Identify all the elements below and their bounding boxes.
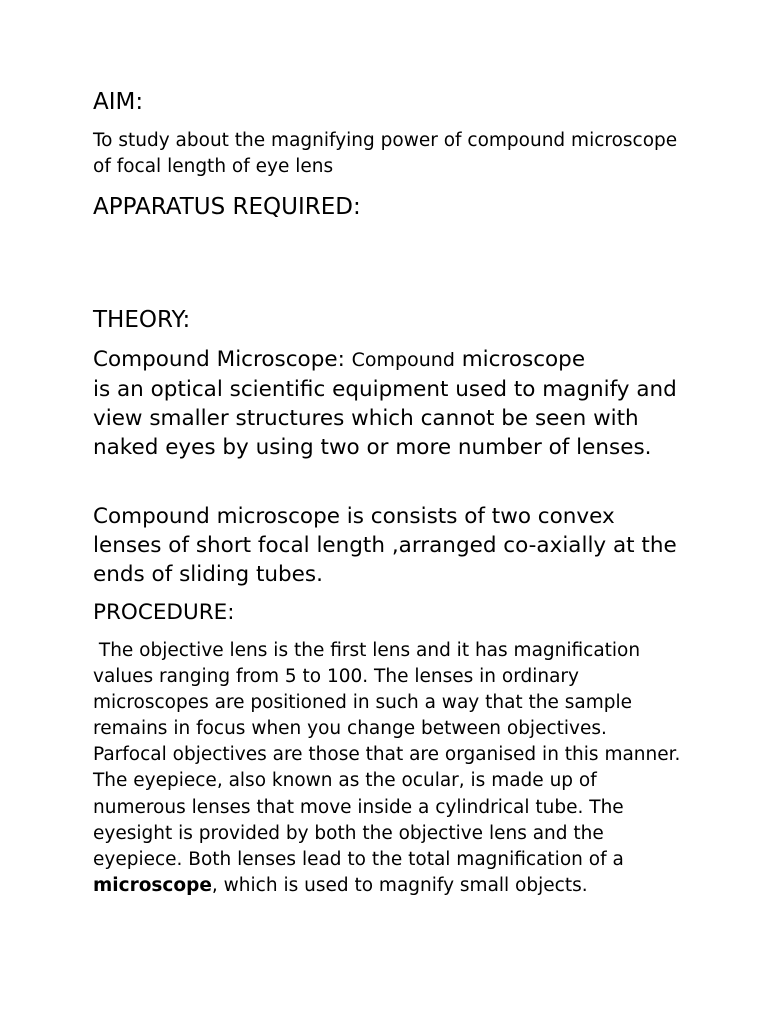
- procedure-paragraph: [93, 638, 687, 899]
- theory-paragraph-1-body: is an optical scientific equipment used to magnify and view smaller structures which cannot be seen with naked eyes by using two or more number of lenses.: [93, 377, 677, 460]
- theory-paragraph-1: [93, 345, 683, 462]
- apparatus-heading: APPARATUS REQUIRED:: [93, 194, 361, 220]
- procedure-text-end: , which is used to magnify small objects.: [211, 874, 588, 896]
- procedure-text: The objective lens is the first lens and it has magnification values ranging from 5 to 100. The lenses in ordinary microscopes are positioned in such a way that the sample remains in focus when you change between objectives. Parfocal objectives are those that are organised in this manner. The eyepiece, also known as the ocular, is made up of numerous lenses that move inside a cylindrical tube. The eyesight is provided by both the objective lens and the eyepiece. Both lenses lead to the total magnification of a: [93, 640, 687, 870]
- theory-paragraph-2: Compound microscope is consists of two convex lenses of short focal length ,arranged co-axially at the ends of sliding tubes.: [93, 504, 677, 587]
- theory-lead-word: Compound: [351, 349, 455, 371]
- aim-heading: AIM:: [93, 89, 144, 115]
- theory-lead-rest: microscope: [461, 347, 586, 372]
- theory-heading: THEORY:: [93, 307, 191, 333]
- theory-lead-label: Compound Microscope:: [93, 347, 345, 372]
- procedure-bold-word: microscope: [93, 874, 212, 896]
- aim-text: To study about the magnifying power of compound microscope of focal length of eye lens: [93, 130, 678, 177]
- procedure-heading: PROCEDURE:: [93, 600, 235, 625]
